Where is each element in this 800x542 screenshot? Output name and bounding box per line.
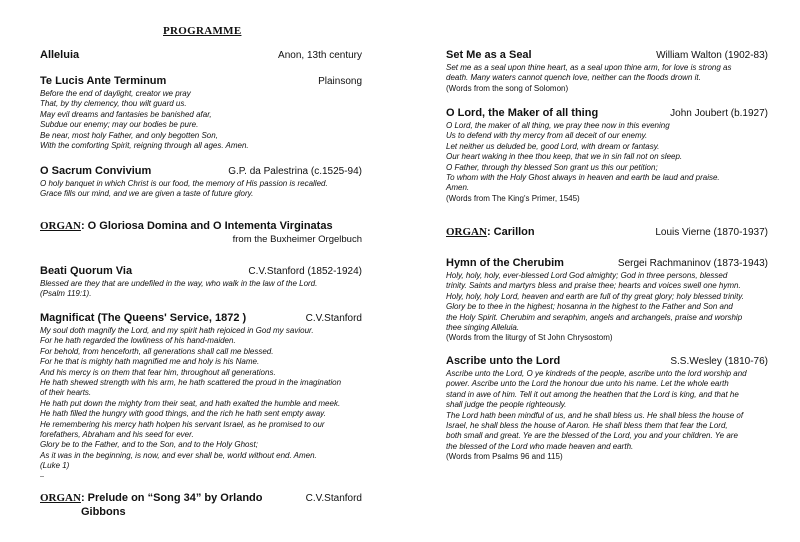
composer: John Joubert (b.1927) [670, 108, 768, 119]
programme-title: PROGRAMME [163, 25, 242, 37]
text-line: (Psalm 119:1). [40, 289, 92, 299]
organ-label: ORGAN [40, 492, 81, 504]
text-line: To whom with the Holy Ghost always in heaven and earth be laud and praise. [446, 173, 720, 183]
composer: C.V.Stanford [305, 313, 362, 324]
piece-title: O Lord, the Maker of all thing [446, 107, 599, 119]
composer: S.S.Wesley (1810-76) [670, 356, 768, 367]
divider-mark [40, 476, 44, 477]
source-note: (Words from Psalms 96 and 115) [446, 452, 563, 462]
text-line: O holy banquet in which Christ is our food, the memory of His passion is recalled. [40, 179, 328, 188]
piece-title: Ascribe unto the Lord [446, 355, 561, 367]
text-line: He hath filled the hungry with good things, and the rich he hath sent empty away. [40, 409, 326, 419]
text-lines [446, 63, 768, 84]
text-line: And his mercy is on them that fear him, throughout all generations. [40, 367, 276, 377]
text-line: That, by thy clemency, thou wilt guard us. [40, 99, 187, 109]
organ-label: ORGAN [40, 220, 81, 232]
text-line: trinity. Saints and martyrs bless and praise thee; hearts and voices swell one hymn. [446, 281, 741, 291]
text-line: He remembering his mercy hath holpen his servant Israel, as he promised to our [40, 419, 325, 429]
text-line: (Luke 1) [40, 461, 70, 471]
text-line: Israel, he shall bless the house of Aaron. He shall bless them that fear the Lord, [446, 421, 728, 431]
text-line: He hath put down the mighty from their seat, and hath exalted the humble and meek. [40, 398, 341, 408]
text-line: power. Ascribe unto the Lord the honour due unto his name. Let the whole earth [446, 379, 729, 389]
text-line: the Holy Spirit. Cherubim and seraphim, angels and archangels, praise and worship [446, 312, 743, 322]
item-o-lord [446, 106, 768, 204]
composer: C.V.Stanford (1852-1924) [248, 266, 362, 277]
composer: Plainsong [318, 76, 362, 87]
text-line: Ascribe unto the Lord, O ye kindreds of the people, ascribe unto the lord worship and [446, 369, 747, 378]
piece-title: Beati Quorum Via [40, 265, 133, 277]
text-lines [40, 179, 362, 200]
item-beati [40, 264, 362, 300]
source-note: (Words from the song of Solomon) [446, 83, 569, 93]
organ-label: ORGAN [446, 226, 487, 238]
text-line: shall judge the people righteously. [446, 400, 567, 410]
text-lines [446, 121, 768, 194]
composer: C.V.Stanford [305, 493, 362, 504]
text-line: Amen. [446, 183, 470, 193]
text-line: Holy, holy, holy Lord, heaven and earth are full of thy great glory; holy blessed trinity. [446, 291, 744, 301]
text-line: Glory be to the Father, and to the Son, and to the Holy Ghost; [40, 440, 258, 450]
text-line: forefathers, Abraham and his seed for ever. [40, 430, 194, 440]
text-line: the blessed of the Lord who made heaven and earth. [446, 441, 634, 451]
text-line: My soul doth magnify the Lord, and my spirit hath rejoiced in God my saviour. [40, 326, 314, 335]
piece-title: Hymn of the Cherubim [446, 257, 564, 269]
piece-title: O Sacrum Convivium [40, 165, 152, 177]
text-line: thee singing Alleluia. [446, 323, 520, 333]
text-line: death. Many waters cannot quench love, neither can the floods drown it. [446, 73, 701, 83]
piece-title: : Carillon [486, 226, 535, 238]
text-line: Be near, most holy Father, and only begotten Son, [40, 130, 218, 140]
item-hymn-cherubim [446, 256, 768, 344]
text-line: As it was in the beginning, is now, and ever shall be, world without end. Amen. [40, 450, 317, 460]
text-line: both small and great. Ye are the blessed of the Lord, you and your children. Ye are [446, 431, 738, 441]
composer: Anon, 13th century [278, 50, 362, 61]
text-line: Holy, holy, holy, ever-blessed Lord God almighty; God in three persons, blessed [446, 271, 728, 280]
source-note: (Words from The King's Primer, 1545) [446, 193, 580, 203]
item-o-sacrum [40, 164, 362, 200]
item-ascribe [446, 354, 768, 463]
text-line: O Father, through thy blessed Son grant us this our petition; [446, 162, 658, 172]
text-line: The Lord hath been mindful of us, and he shall bless us. He shall bless the house of [446, 410, 744, 420]
piece-title: Alleluia [40, 49, 80, 61]
text-line: Let neither us deluded be, good Lord, with dream or fantasy. [446, 141, 660, 151]
text-line: Subdue our enemy; may our bodies be pure. [40, 120, 199, 130]
text-line: Set me as a seal upon thine heart, as a seal upon thine arm, for love is strong as [446, 63, 732, 72]
text-lines [446, 271, 768, 333]
text-line: Grace fills our mind, and we are given a taste of future glory. [40, 189, 254, 199]
item-organ-prelude [40, 491, 362, 519]
text-lines [40, 326, 362, 472]
item-organ-carillon [446, 224, 768, 240]
text-line: For behold, from henceforth, all generations shall call me blessed. [40, 346, 274, 356]
text-line: Before the end of daylight, creator we pray [40, 89, 191, 98]
text-lines [40, 279, 362, 300]
text-lines [446, 369, 768, 452]
composer: Louis Vierne (1870-1937) [655, 227, 768, 238]
piece-title: : O Gloriosa Domina and O Intementa Virginatas [80, 220, 333, 232]
item-magnificat [40, 311, 362, 472]
subtitle: from the Buxheimer Orgelbuch [232, 234, 362, 245]
item-set-me [446, 48, 768, 94]
text-line: For he hath regarded the lowliness of his hand-maiden. [40, 336, 236, 346]
text-line: Glory be to thee in the highest; hosanna in the highest to the Father and Son and [446, 302, 733, 312]
composer: G.P. da Palestrina (c.1525-94) [228, 166, 362, 177]
composer: Sergei Rachmaninov (1873-1943) [617, 258, 768, 269]
text-line: of their hearts. [40, 388, 92, 398]
item-te-lucis [40, 74, 362, 151]
item-alleluia [40, 48, 362, 63]
text-line: He hath shewed strength with his arm, he hath scattered the proud in the imagination [40, 378, 342, 388]
item-organ-gloriosa [40, 219, 362, 246]
piece-title: Magnificat (The Queens' Service, 1872 ) [40, 312, 247, 324]
text-line: May evil dreams and fantasies be banished afar, [40, 109, 212, 119]
source-note: (Words from the liturgy of St John Chrysostom) [446, 333, 613, 343]
text-line: Our heart waking in thee thou keep, that we in sin fall not on sleep. [446, 152, 683, 162]
text-line: For he that is mighty hath magnified me and holy is his Name. [40, 357, 260, 367]
piece-title: : Prelude on “Song 34” by Orlando Gibbons [80, 492, 263, 518]
text-line: Us to defend with thy mercy from all deceit of our enemy. [446, 131, 648, 141]
text-line: stand in awe of him. Tell it out among the heathen that the Lord is king, and that he [446, 389, 739, 399]
text-lines [40, 89, 362, 151]
text-line: Blessed are they that are undefiled in the way, who walk in the law of the Lord. [40, 279, 318, 288]
piece-title: Set Me as a Seal [446, 49, 532, 61]
text-line: O Lord, the maker of all thing, we pray thee now in this evening [446, 121, 670, 130]
piece-title: Te Lucis Ante Terminum [40, 75, 167, 87]
composer: William Walton (1902-83) [656, 50, 768, 61]
text-line: With the comforting Spirit, reigning through all ages. Amen. [40, 141, 249, 151]
